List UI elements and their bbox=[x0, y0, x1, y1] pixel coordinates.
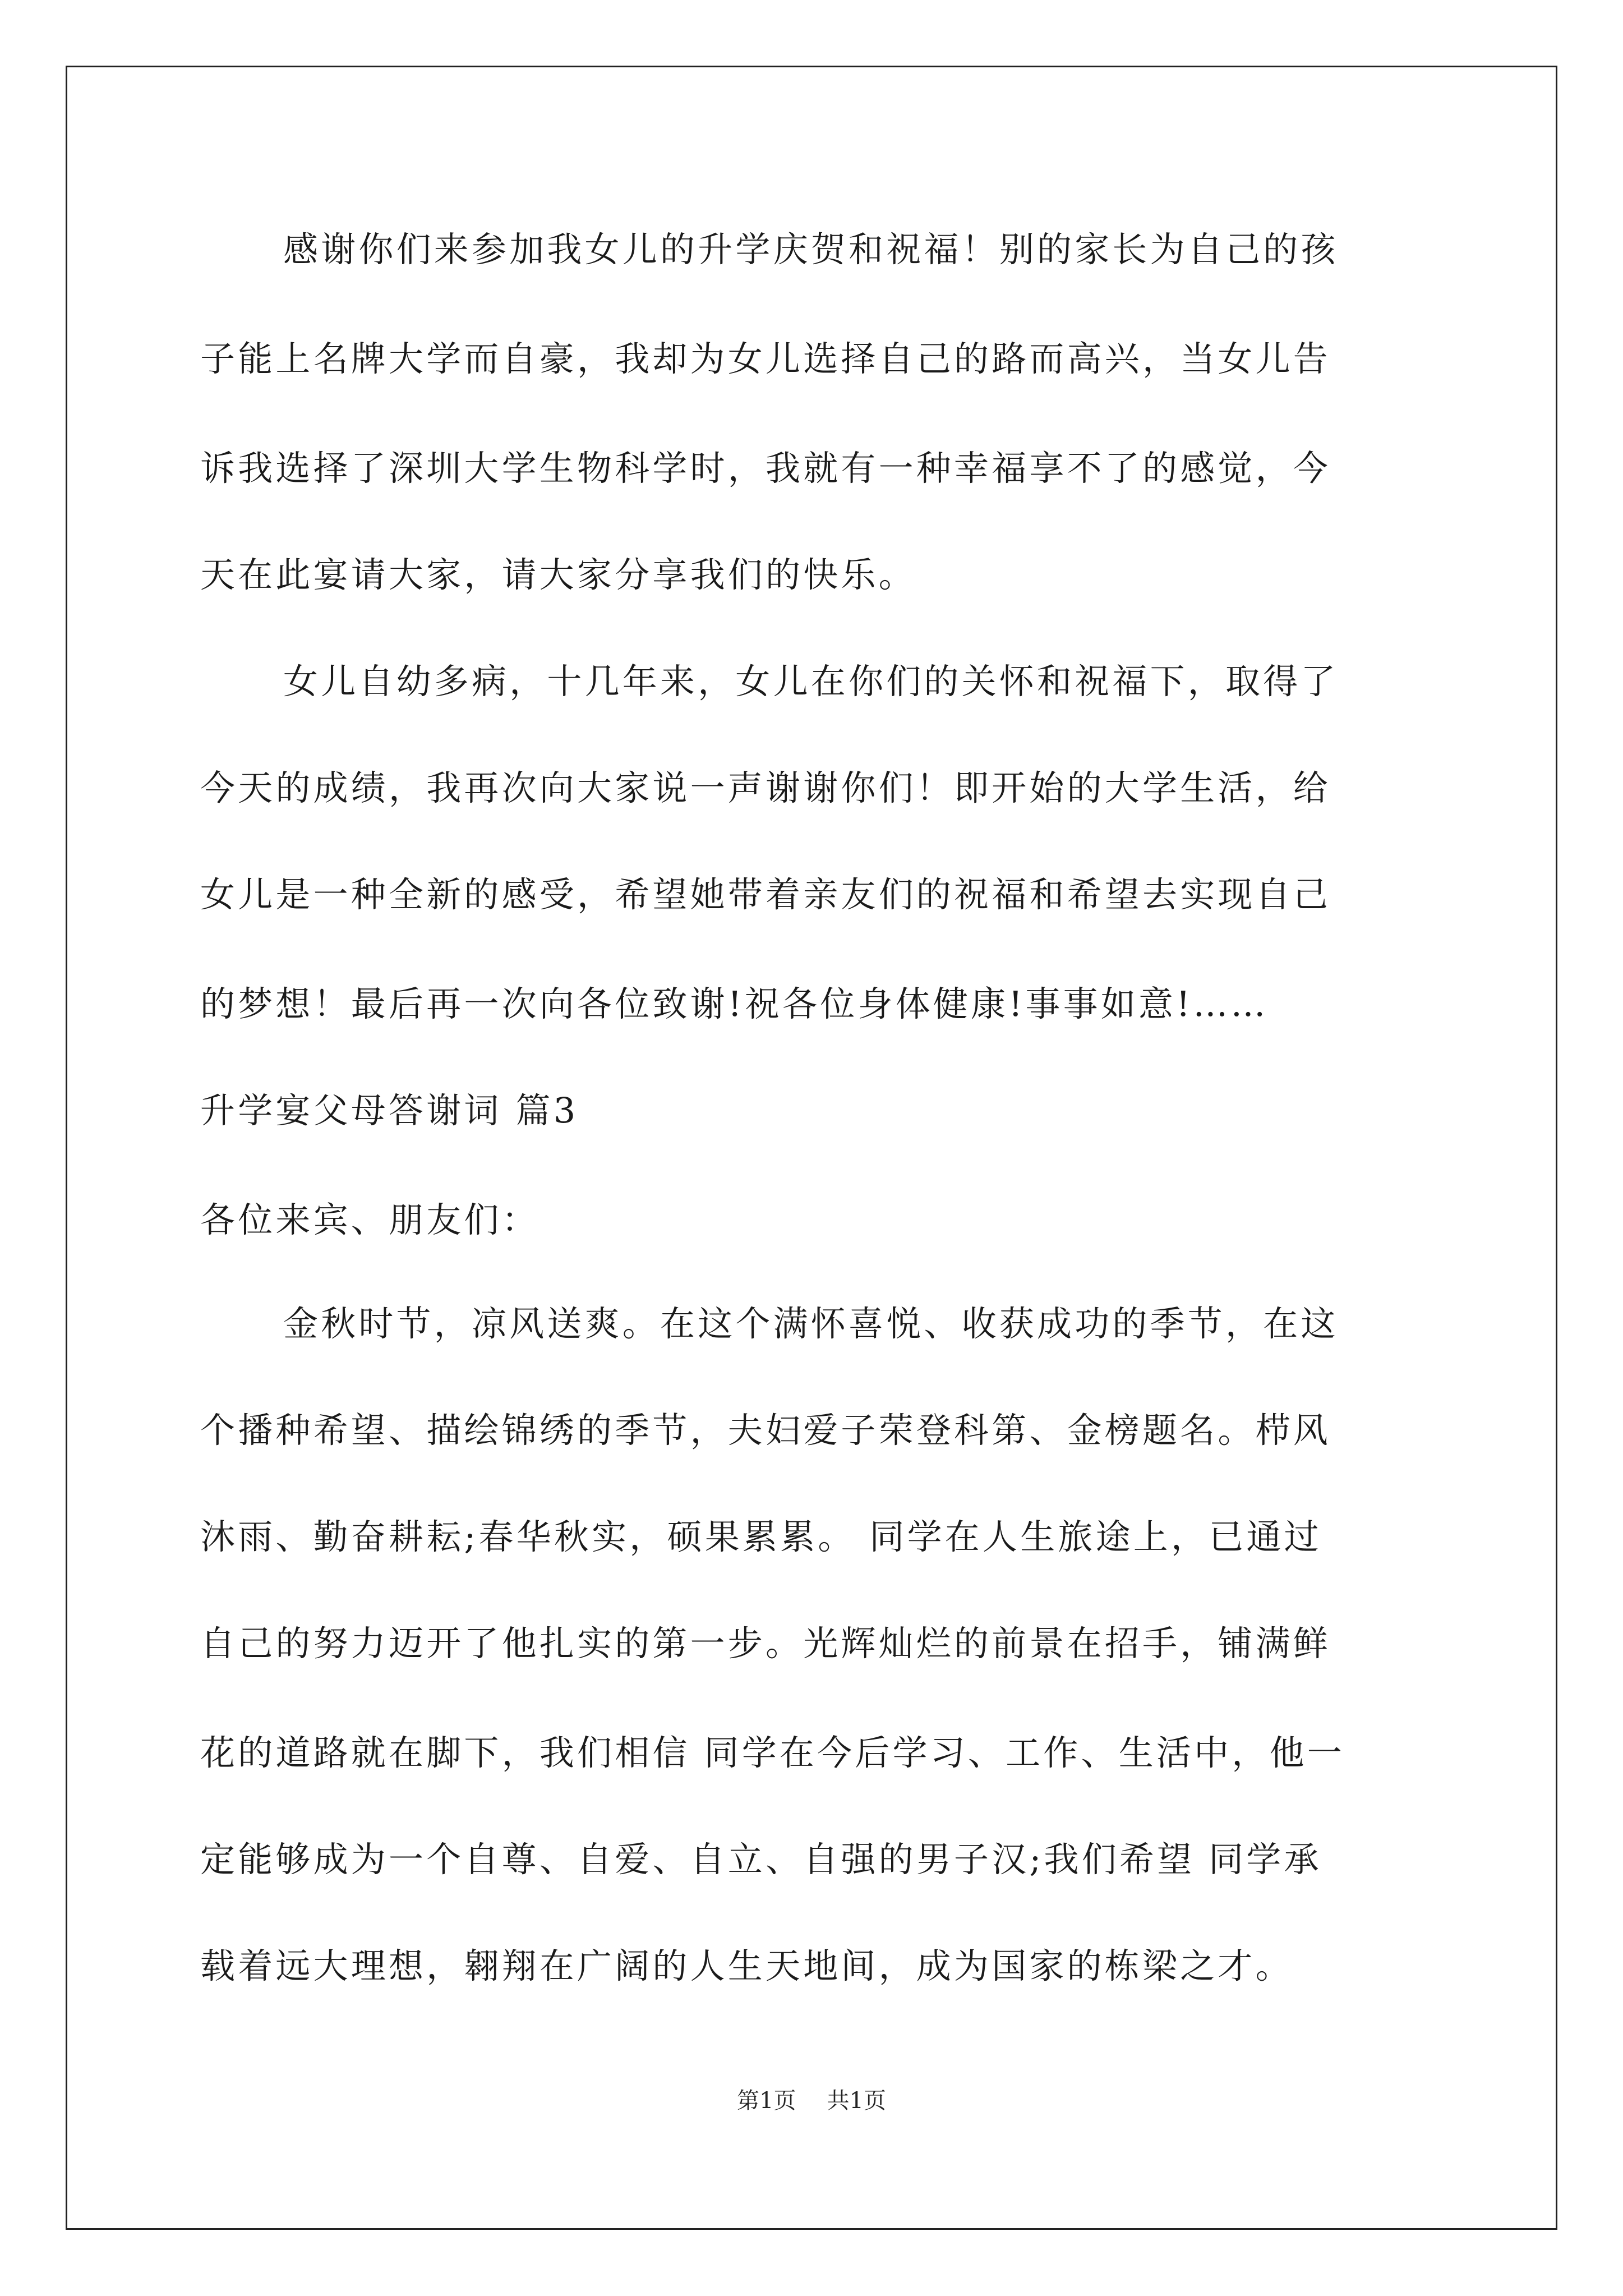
salutation: 各位来宾、朋友们： bbox=[200, 1199, 540, 1240]
paragraph-line: 个播种希望、描绘锦绣的季节，夫妇爱子荣登科第、金榜题名。栉风 bbox=[200, 1410, 1331, 1451]
page-footer bbox=[0, 2087, 1623, 2115]
paragraph-line: 今天的成绩，我再次向大家说一声谢谢你们！即开始的大学生活，给 bbox=[200, 767, 1331, 808]
paragraph-line: 自己的努力迈开了他扎实的第一步。光辉灿烂的前景在招手，铺满鲜 bbox=[200, 1623, 1331, 1664]
page-border bbox=[66, 66, 1557, 2230]
paragraph-line: 花的道路就在脚下，我们相信 同学在今后学习、工作、生活中，他一 bbox=[200, 1732, 1345, 1773]
paragraph-line: 金秋时节，凉风送爽。在这个满怀喜悦、收获成功的季节，在这 bbox=[283, 1303, 1339, 1344]
paragraph-line: 女儿自幼多病，十几年来，女儿在你们的关怀和祝福下，取得了 bbox=[283, 661, 1339, 702]
paragraph-line: 的梦想！最后再一次向各位致谢!祝各位身体健康!事事如意!…… bbox=[200, 983, 1269, 1024]
section-heading: 升学宴父母答谢词 篇3 bbox=[200, 1090, 579, 1131]
paragraph-line: 子能上名牌大学而自豪，我却为女儿选择自己的路而高兴，当女儿告 bbox=[200, 338, 1331, 379]
paragraph-line: 载着远大理想，翱翔在广阔的人生天地间，成为国家的栋梁之才。 bbox=[200, 1945, 1293, 1986]
paragraph-line: 感谢你们来参加我女儿的升学庆贺和祝福！别的家长为自己的孩 bbox=[283, 229, 1339, 270]
page-number: 第1页 bbox=[737, 2088, 796, 2114]
paragraph-line: 天在此宴请大家，请大家分享我们的快乐。 bbox=[200, 554, 916, 595]
paragraph-line: 定能够成为一个自尊、自爱、自立、自强的男子汉;我们希望 同学承 bbox=[200, 1839, 1322, 1880]
paragraph-line: 沐雨、勤奋耕耘;春华秋实，硕果累累。 同学在人生旅途上，已通过 bbox=[200, 1516, 1322, 1557]
page-total: 共1页 bbox=[827, 2088, 886, 2114]
paragraph-line: 女儿是一种全新的感受，希望她带着亲友们的祝福和希望去实现自己 bbox=[200, 874, 1331, 915]
paragraph-line: 诉我选择了深圳大学生物科学时，我就有一种幸福享不了的感觉，今 bbox=[200, 448, 1331, 489]
